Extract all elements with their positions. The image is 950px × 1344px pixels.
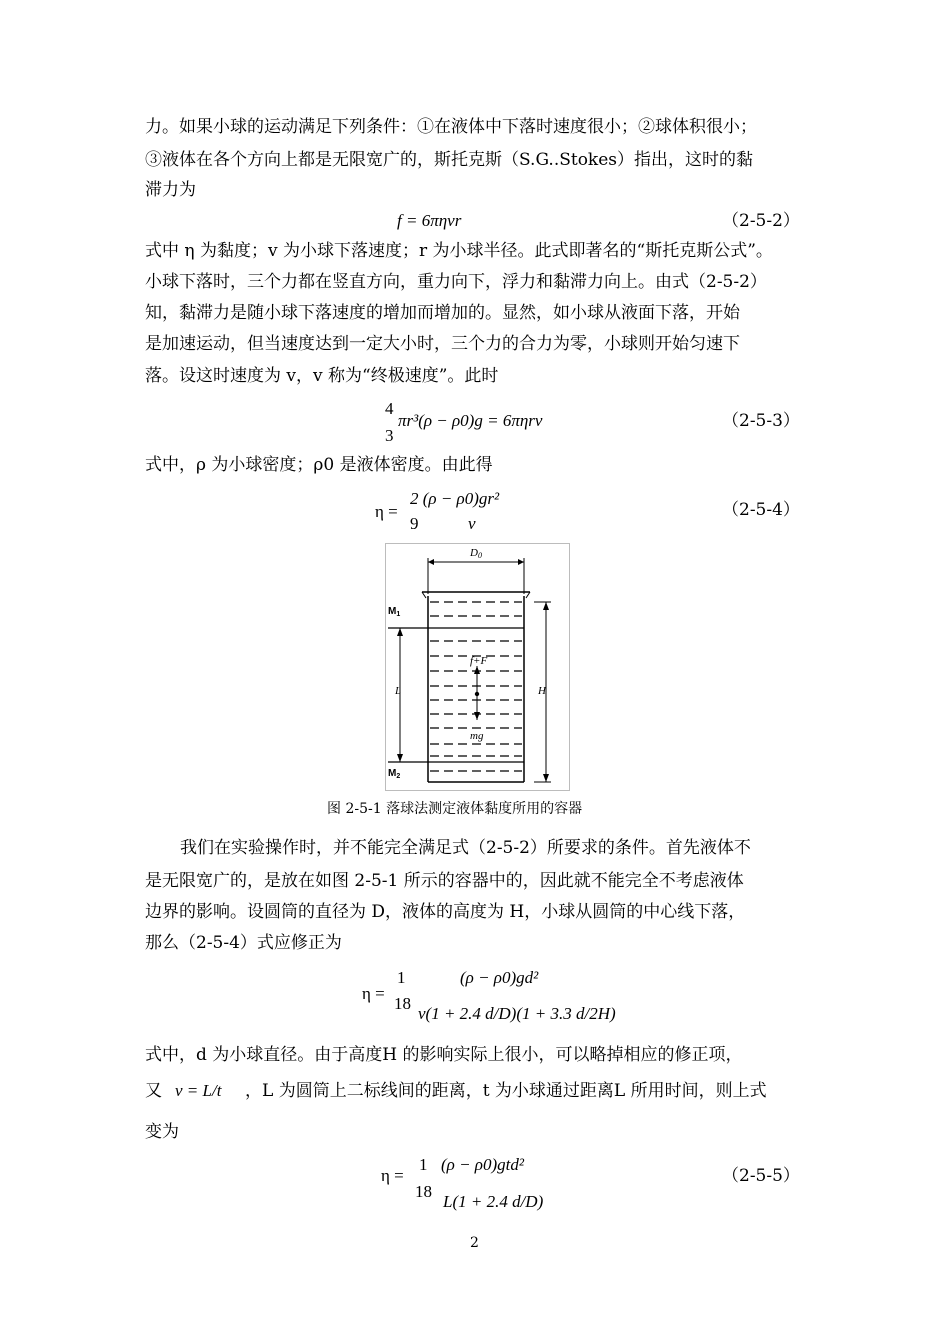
page-number: 2 bbox=[470, 1235, 479, 1251]
equation-tag: （2-5-3） bbox=[722, 411, 800, 431]
label-M2: $M_2$ bbox=[388, 768, 401, 780]
text-line: 那么（2-5-4）式应修正为 bbox=[145, 933, 342, 953]
text-line: 是加速运动，但当速度达到一定大小时，三个力的合力为零，小球则开始匀速下 bbox=[145, 334, 740, 354]
equation-lhs: η = bbox=[381, 1166, 404, 1185]
equation-2-5-4-numerator: 2 (ρ − ρ0)gr² bbox=[410, 489, 500, 508]
equation-2-5-2: f = 6πηvr bbox=[397, 211, 462, 230]
label-mg: mg bbox=[470, 730, 484, 742]
fraction-denominator: 3 bbox=[385, 426, 394, 445]
figure-container-diagram bbox=[385, 543, 570, 791]
equation-2-5-5-numerator: (ρ − ρ0)gtd² bbox=[441, 1155, 524, 1174]
text-line: 是无限宽广的，是放在如图 2-5-1 所示的容器中的，因此就不能完全不考虑液体 bbox=[145, 871, 744, 891]
fraction-numerator: 4 bbox=[385, 399, 394, 418]
text-line: ，L 为圆筒上二标线间的距离，t 为小球通过距离L 所用时间，则上式 bbox=[245, 1081, 767, 1101]
text-line: 又 bbox=[145, 1081, 162, 1101]
fraction-denominator: 18 bbox=[394, 994, 411, 1013]
fraction-denominator: 9 bbox=[410, 514, 419, 533]
text-line: 知，黏滞力是随小球下落速度的增加而增加的。显然，如小球从液面下落，开始 bbox=[145, 303, 740, 323]
equation-modified-denominator: v(1 + 2.4 d/D)(1 + 3.3 d/2H) bbox=[418, 1004, 616, 1023]
text-line: 落。设这时速度为 v，v 称为“终极速度”。此时 bbox=[145, 366, 499, 386]
text-line: 式中，d 为小球直径。由于高度H 的影响实际上很小，可以略掉相应的修正项， bbox=[145, 1045, 743, 1065]
equation-tag: （2-5-5） bbox=[722, 1166, 800, 1186]
text-line: 式中 η 为黏度；v 为小球下落速度；r 为小球半径。此式即著名的“斯托克斯公式”。 bbox=[145, 241, 773, 261]
text-line: 式中，ρ 为小球密度；ρ0 是液体密度。由此得 bbox=[145, 455, 493, 475]
label-f-plus-F: f+F bbox=[470, 655, 488, 667]
text-line: 滞力为 bbox=[145, 180, 196, 200]
equation-lhs: η = bbox=[375, 502, 398, 521]
figure-caption: 图 2-5-1 落球法测定液体黏度所用的容器 bbox=[327, 801, 583, 817]
fraction-denominator: 18 bbox=[415, 1182, 432, 1201]
equation-modified-numerator: (ρ − ρ0)gd² bbox=[460, 968, 539, 987]
equation-tag: （2-5-4） bbox=[722, 500, 800, 520]
label-D0: D0 bbox=[470, 547, 482, 560]
fraction-numerator: 1 bbox=[397, 968, 406, 987]
label-H: H bbox=[538, 685, 546, 697]
text-line: 边界的影响。设圆筒的直径为 D，液体的高度为 H，小球从圆筒的中心线下落， bbox=[145, 902, 746, 922]
inline-equation-v: v = L/t bbox=[175, 1081, 222, 1100]
equation-lhs: η = bbox=[362, 984, 385, 1003]
text-line: 我们在实验操作时，并不能完全满足式（2-5-2）所要求的条件。首先液体不 bbox=[180, 838, 751, 858]
fraction-denominator: v bbox=[468, 514, 476, 533]
fraction-numerator: 1 bbox=[419, 1155, 428, 1174]
label-L: L bbox=[395, 685, 402, 697]
text-line: ③液体在各个方向上都是无限宽广的，斯托克斯（S.G..Stokes）指出，这时的黏 bbox=[145, 150, 754, 170]
label-M1: $M_1$ bbox=[388, 606, 401, 618]
text-line: 力。如果小球的运动满足下列条件：①在液体中下落时速度很小；②球体积很小； bbox=[145, 117, 757, 137]
text-line: 变为 bbox=[145, 1122, 179, 1142]
equation-tag: （2-5-2） bbox=[722, 211, 800, 231]
equation-2-5-3: πr³(ρ − ρ0)g = 6πηrv bbox=[398, 411, 543, 430]
text-line: 小球下落时，三个力都在竖直方向，重力向下，浮力和黏滞力向上。由式（2-5-2） bbox=[145, 272, 767, 292]
equation-2-5-5-denominator: L(1 + 2.4 d/D) bbox=[443, 1192, 544, 1211]
